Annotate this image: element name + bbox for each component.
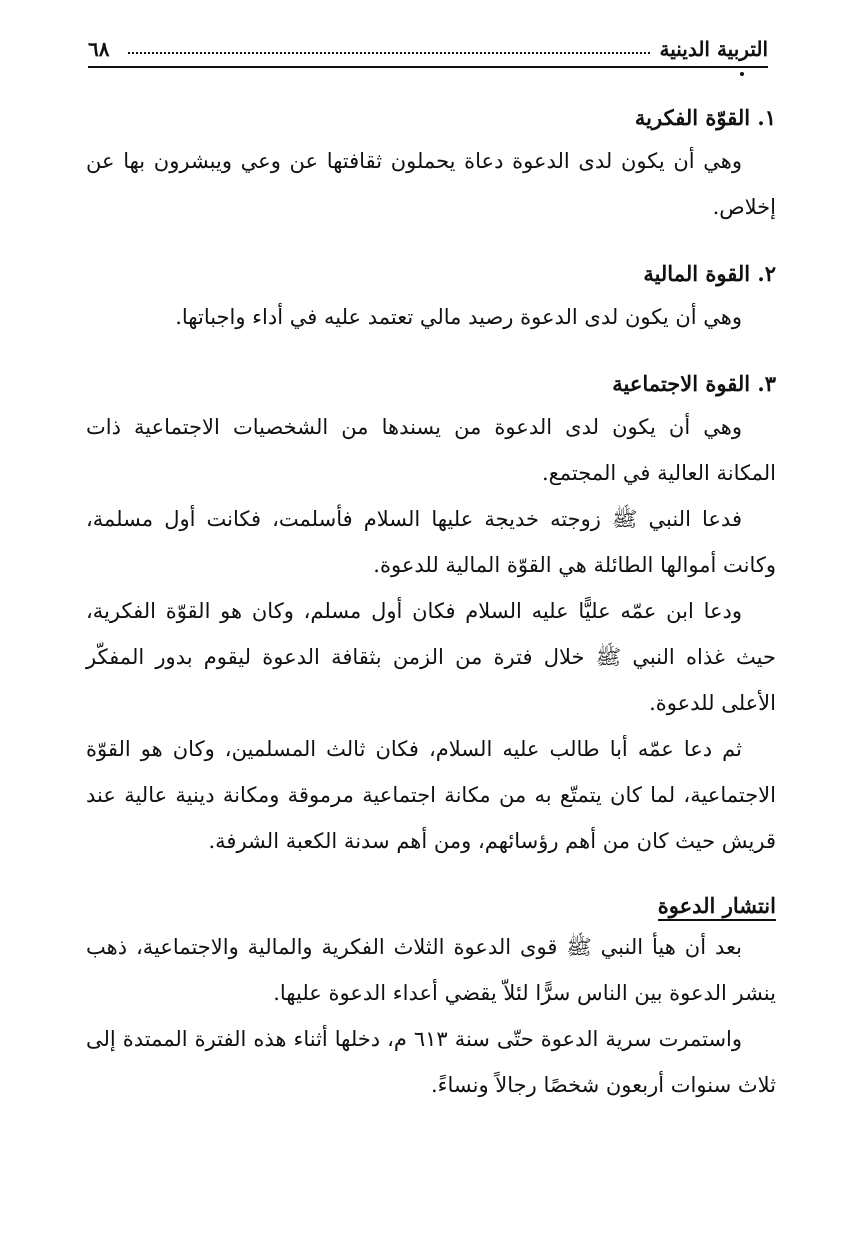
paragraph: بعد أن هيأ النبي ﷺ قوى الدعوة الثلاث الفكرية والمالية والاجتماعية، ذهب ينشر الدعوة بين الناس سرًّا لئلاّ يقضي أعداء الدعوة عليها. [86,935,776,1005]
running-header-title: التربية الدينية [659,37,768,61]
heading-social-power: ٣. القوة الاجتماعية [612,371,776,396]
running-header [88,32,768,68]
header-mark [740,72,744,76]
paragraph: ودعا ابن عمّه عليًّا عليه السلام فكان أول مسلم، وكان هو القوّة الفكرية، حيث غذاه النبي ﷺ خلال فترة من الزمن بثقافة الدعوة ليقوم بدور المفكّر الأعلى للدعوة. [86,599,776,715]
paragraph: واستمرت سرية الدعوة حتّى سنة ٦١٣ م، دخلها أثناء هذه الفترة الممتدة إلى ثلاث سنوات أربعون شخصًا رجالاً ونساءً. [86,1027,776,1097]
section-title-text: انتشار الدعوة [658,893,776,921]
heading-financial-power: ٢. القوة المالية [643,261,776,286]
paragraph: فدعا النبي ﷺ زوجته خديجة عليها السلام فأسلمت، فكانت أول مسلمة، وكانت أموالها الطائلة هي القوّة المالية للدعوة. [86,507,776,577]
paragraph: وهي أن يكون لدى الدعوة من يسندها من الشخصيات الاجتماعية ذات المكانة العالية في المجتمع. [86,415,776,485]
leader-dots [128,52,650,54]
paragraph: ثم دعا عمّه أبا طالب عليه السلام، فكان ثالث المسلمين، وكان هو القوّة الاجتماعية، لما كان يتمتّع به من مكانة اجتماعية مرموقة ومكانة دينية عالية عند قريش حيث كان من أهم رؤسائهم، ومن أهم سدنة الكعبة الشرفة. [86,737,776,853]
paragraph: وهي أن يكون لدى الدعوة رصيد مالي تعتمد عليه في أداء واجباتها. [175,305,742,329]
heading-intellectual-power: ١. القوّة الفكرية [634,105,776,130]
section-title-spread [86,888,776,924]
page-number: ٦٨ [88,37,110,61]
paragraph: وهي أن يكون لدى الدعوة دعاة يحملون ثقافتها عن وعي ويبشرون بها عن إخلاص. [86,149,776,219]
page-body [86,98,776,1108]
